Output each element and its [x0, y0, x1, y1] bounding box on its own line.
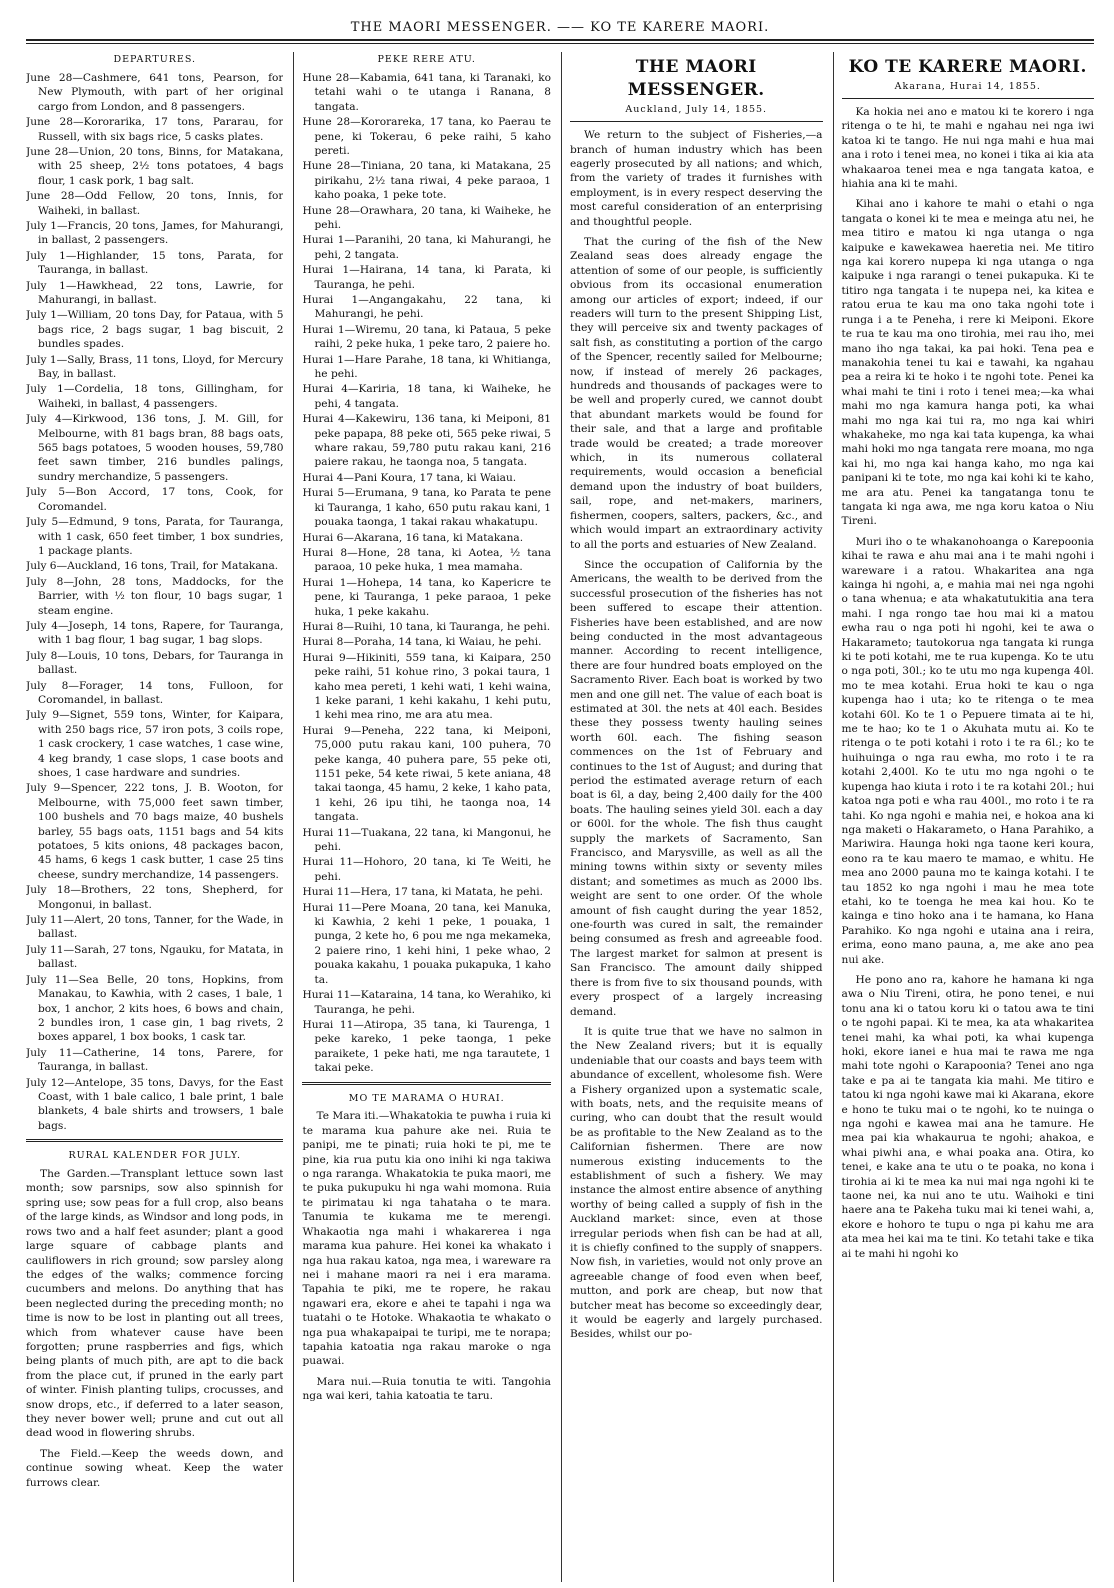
departure-entry: Hurai 1—Wiremu, 20 tana, ki Pataua, 5 peke raihi, 2 peke huka, 1 peke taro, 2 paiere ho.: [302, 323, 551, 351]
section-separator: [26, 1139, 283, 1142]
departure-entry: Hurai 11—Kataraina, 14 tana, ko Werahiko, ki Tauranga, he pehi.: [302, 989, 551, 1016]
columns: [26, 52, 1094, 1582]
departure-entry: Hurai 8—Hone, 28 tana, ki Aotea, ½ tana paraoa, 10 peke huka, 1 mea mamaha.: [302, 546, 551, 574]
title-rule: [570, 121, 823, 122]
departure-entry: Hurai 6—Akarana, 16 tana, ki Matakana.: [302, 531, 524, 544]
departure-entry: Hurai 4—Kakewiru, 136 tana, ki Meiponi, 81 peke papapa, 88 peke oti, 565 peke riwai, 5 whare rakau, 59,780 putu rakau kani, 216 paiere rakau, he taonga noa, 5 tangata.: [302, 413, 551, 469]
calendar-paragraph: Mara nui.—Ruia tonutia te witi. Tangohia nga wai keri, tahia katoatia te taru.: [302, 1375, 551, 1403]
departures-list: [26, 71, 283, 1133]
editorial-paragraph: Since the occupation of California by the Americans, the wealth to be derived from the successful prosecution of the fisheries has not been suffered to escape their attention. Fisheries have been established, and are now being conducted in the most advantageous manner. According to recent intelligence, there are four hundred boats employed on the Sacramento River. Each boat is worked by two men and one gill net. The value of each boat is estimated at 30l. the nets at 40l each. Besides these they possess twenty hauling seines worth 60l. each. The fishing season commences on the 1st of February and continues to the 1st of August; and during that period the estimated average return of each boat is 6l, a day, being 2,400 daily for the 400 boats. The hauling seines yield 30l. each a day or 600l. for the whole. The fish thus caught supply the markets of Sacramento, San Francisco, and Marysville, as well as all the mining towns within sixty or seventy miles distant; and sometimes as much as 2000 lbs. weight are sent to one order. Of the whole amount of fish caught during the year 1852, one-fourth was cured in salt, the remainder being consumed as fresh and agreeable food. The largest market for salmon at present is San Francisco. The amount daily shipped there is from five to six thousand pounds, with every prospect of a largely increasing demand.: [570, 558, 823, 1018]
column-departures-english: [26, 52, 283, 1582]
editorial-paragraph: It is quite true that we have no salmon in the New Zealand rivers; but it is equally undeniable that our coasts and bays teem with abundance of excellent, wholesome fish. Were a Fishery organized upon a systematic scale, with boats, nets, and the requisite means of curing, who can doubt that the result would be as profitable to the New Zealand as to the Californian fishermen. There are now numerous existing inducements to the establishment of such a fishery. We may instance the almost entire absence of anything worthy of being called a supply of fish in the Auckland market: since, even at those irregular periods when fish can be had at all, it is chiefly confined to the supply of snappers. Now fish, in varieties, would not only prove an agreeable change of food even when beef, mutton, and pork are cheap, but now that butcher meat has become so exceedingly dear, it would be eagerly and largely purchased. Besides, whilst our po-: [570, 1025, 823, 1341]
departure-entry: July 8—Louis, 10 tons, Debars, for Tauranga in ballast.: [26, 649, 284, 677]
departure-entry: Hurai 1—Hohepa, 14 tana, ko Kapericre te pene, ki Tauranga, 1 peke paraoa, 1 peke huka, 1 peke kakahu.: [302, 576, 551, 618]
calendar-text: [26, 1167, 283, 1490]
column-editorial-english: [561, 52, 823, 1582]
departure-entry: Hurai 1—Hare Parahe, 18 tana, ki Whitianga, he pehi.: [302, 353, 551, 381]
header-rule: [26, 39, 1094, 44]
departure-entry: Hune 28—Tiniana, 20 tana, ki Matakana, 25 pirikahu, 2½ tana riwai, 4 peke paraoa, 1 kaho poaka, 1 peke tote.: [302, 160, 551, 202]
departure-entry: Hune 28—Kabamia, 641 tana, ki Taranaki, ko tetahi wahi o te utanga i Ranana, 8 tangata.: [302, 71, 551, 113]
departure-entry: Hurai 9—Hikiniti, 559 tana, ki Kaipara, 250 peke raihi, 51 kohue rino, 3 pokai taura, 1 kaho mea pereti, 1 kehi wati, 1 kehi waina, 1 keke parani, 1 kehi kakahu, 1 kehi putu, 1 kehi mea rino, me ara atu mea.: [302, 651, 551, 722]
departures-heading: DEPARTURES.: [113, 54, 197, 65]
dateline-maori: Akarana, Hurai 14, 1855.: [894, 81, 1041, 93]
departures-list-maori: [302, 71, 551, 1076]
departure-entry: Hurai 4—Pani Koura, 17 tana, ki Waiau.: [302, 471, 517, 484]
departure-entry: July 1—Sally, Brass, 11 tons, Lloyd, for Mercury Bay, in ballast.: [26, 353, 284, 381]
column-editorial-maori: [833, 52, 1095, 1582]
departure-entry: Hurai 8—Poraha, 14 tana, ki Waiau, he pehi.: [302, 636, 542, 649]
departure-entry: Hurai 8—Ruihi, 10 tana, ki Tauranga, he pehi.: [302, 620, 551, 633]
departure-entry: Hurai 5—Erumana, 9 tana, ko Parata te pene ki Tauranga, 1 kaho, 650 putu rakau kani, 1 pouaka taonga, 1 takai rakau whakatupu.: [302, 487, 551, 529]
section-separator: [302, 1082, 551, 1085]
departure-entry: Hune 28—Orawhara, 20 tana, ki Waiheke, he pehi.: [302, 204, 551, 231]
paper-title-maori: KO TE KARERE MAORI.: [848, 57, 1087, 77]
column-departures-maori: [293, 52, 551, 1582]
calendar-paragraph: The Garden.—Transplant lettuce sown last month; sow parsnips, sow also spinnish for spring use; sow peas for a full crop, also beans of the large kinds, as Windsor and long pods, in rows two and a half feet asunder; plant a good large square of cabbage plants and cauliflowers in rich ground; sow parsley along the edges of the walks; commence forcing cucumbers and melons. Do anything that has been neglected during the preceding month; no time is now to be lost in planting out all trees, which from whatever cause have been forgotten; prune raspberries and figs, which being plants of much pith, are apt to die back from the place cut, if pruned in the early part of winter. Finish planting tulips, crocusses, and snow drops, etc., if deferred to a later season, they never bower well; prune and cut out all dead wood in flowering shrubs.: [26, 1168, 284, 1440]
departure-entry: July 1—Highlander, 15 tons, Parata, for Tauranga, in ballast.: [26, 249, 284, 277]
editorial-paragraph: Ka hokia nei ano e matou ki te korero i nga ritenga o te hi, te mahi e ngahau nei nga iwi katoa ki te tango. He nui nga mahi e hua mai ana i roto i tenei mea, no konei i tika ai kia ata whakaaroa tenei mea e nga tangata katoa, e hiahia ana ki te mahi.: [841, 106, 1094, 191]
dateline: Auckland, July 14, 1855.: [625, 104, 768, 116]
departure-entry: Hurai 9—Peneha, 222 tana, ki Meiponi, 75,000 putu rakau kani, 100 puhera, 70 peke kanga, 40 puhera pare, 55 peke oti, 1151 peke, 54 kete riwai, 5 kete aniana, 48 takai taonga, 45 hamu, 2 keke, 1 kaho pata, 1 kehi, 26 ipu tihi, he taonga noa, 14 tangata.: [302, 724, 551, 824]
departure-entry: Hurai 11—Hohoro, 20 tana, ki Te Weiti, he pehi.: [302, 856, 551, 883]
departure-entry: July 11—Catherine, 14 tons, Parere, for Tauranga, in ballast.: [26, 1046, 284, 1074]
departure-entry: Hurai 11—Tuakana, 22 tana, ki Mangonui, he pehi.: [302, 826, 551, 854]
departure-entry: July 11—Alert, 20 tons, Tanner, for the Wade, in ballast.: [26, 914, 284, 941]
departure-entry: July 4—Kirkwood, 136 tons, J. M. Gill, for Melbourne, with 81 bags bran, 88 bags oats, 565 bags potatoes, 5 wooden houses, 59,780 feet sawn timber, 216 bundles palings, sundry merchandize, 5 passengers.: [26, 413, 284, 483]
editorial-body-maori: [842, 105, 1095, 1261]
paper-title: THE MAORI MESSENGER.: [627, 57, 765, 101]
departure-entry: June 28—Union, 20 tons, Binns, for Matakana, with 25 sheep, 2½ tons potatoes, 4 bags flour, 1 cask pork, 1 bag salt.: [26, 145, 284, 187]
departure-entry: Hurai 1—Paranihi, 20 tana, ki Mahurangi, he pehi, 2 tangata.: [302, 234, 551, 261]
departure-entry: Hurai 11—Atiropa, 35 tana, ki Taurenga, 1 peke kareko, 1 peke taonga, 1 peke paraikete, 1 peke hati, me nga tarautete, 1 takai peke.: [302, 1018, 551, 1075]
title-rule: [842, 98, 1095, 99]
peke-rere-atu-heading: PEKE RERE ATU.: [377, 54, 476, 65]
calendar-heading: RURAL KALENDER FOR JULY.: [68, 1150, 241, 1162]
departure-entry: July 11—Sarah, 27 tons, Ngauku, for Matata, in ballast.: [26, 943, 284, 971]
departure-entry: July 5—Bon Accord, 17 tons, Cook, for Coromandel.: [26, 486, 284, 513]
calendar-paragraph: The Field.—Keep the weeds down, and continue sowing wheat. Keep the water furrows clear.: [26, 1447, 284, 1489]
calendar-heading-maori: MO TE MARAMA O HURAI.: [348, 1092, 505, 1104]
departure-entry: July 8—John, 28 tons, Maddocks, for the Barrier, with ½ ton flour, 10 bags sugar, 1 steam engine.: [26, 575, 284, 617]
departure-entry: July 1—Cordelia, 18 tons, Gillingham, for Waiheki, in ballast, 4 passengers.: [26, 383, 284, 410]
departure-entry: July 6—Auckland, 16 tons, Trail, for Matakana.: [26, 560, 279, 573]
editorial-body: [570, 128, 823, 1342]
departure-entry: Hurai 1—Angangakahu, 22 tana, ki Mahurangi, he pehi.: [302, 294, 551, 321]
departure-entry: July 9—Spencer, 222 tons, J. B. Wooton, for Melbourne, with 75,000 feet sawn timber, 100 bushels and 70 bags maize, 40 bushels barley, 55 bags oats, 1151 bags and 54 kits potatoes, 5 kits onions, 48 packages bacon, 45 hams, 6 kegs 1 cask butter, 1 case 25 tins cheese, sundry merchandize, 14 passengers.: [26, 782, 284, 881]
editorial-paragraph: We return to the subject of Fisheries,—a branch of human industry which has been eagerly prosecuted by all nations; and which, from the variety of trades it furnishes with employment, is in every respect deserving the most careful consideration of an enterprising and thoughtful people.: [570, 129, 823, 228]
departure-entry: July 1—Francis, 20 tons, James, for Mahurangi, in ballast, 2 passengers.: [26, 219, 284, 247]
departure-entry: Hune 28—Kororareka, 17 tana, ko Paerau te pene, ki Tokerau, 6 peke raihi, 5 kaho pereti.: [302, 116, 551, 157]
departure-entry: Hurai 4—Kariria, 18 tana, ki Waiheke, he pehi, 4 tangata.: [302, 383, 551, 410]
departure-entry: June 28—Odd Fellow, 20 tons, Innis, for Waiheki, in ballast.: [26, 190, 284, 217]
departure-entry: July 1—Hawkhead, 22 tons, Lawrie, for Mahurangi, in ballast.: [26, 279, 284, 306]
departure-entry: Hurai 11—Hera, 17 tana, ki Matata, he pehi.: [302, 886, 543, 899]
departure-entry: June 28—Cashmere, 641 tons, Pearson, for New Plymouth, with part of her original cargo from London, and 8 passengers.: [26, 71, 284, 113]
calendar-text-maori: [302, 1109, 551, 1403]
calendar-paragraph: Te Mara iti.—Whakatokia te puwha i ruia ki te marama kua pahure ake nei. Ruia te panipi, me te pinati; ruia hoki te pi, me te pine, kia rua putu kia ono inihi ki nga takiwa o nga raranga. Whakatokia te puka maori, me te puka pukupuku hi nga wahi momona. Ruia te pirimatau ki nga tahataha o te mara. Tanumia te kukama me te merengi. Whakaotia nga mahi i whakarerea i nga marama kua pahure. Hei konei ka whakato i nga hua rakau katoa, nga mea, i wareware ra nei i mahane maori ra nei i era marama. Tapahia te piki, me te ropere, he rakau ngawari era, ekore e ahei te tapahi i nga wa tuatahi o te Hotoke. Whakaotia te whakato o nga pua whakapaipai te turipi, me te norapa; tapahia katoatia nga rakau maroke o nga puawai.: [302, 1110, 551, 1368]
departure-entry: July 8—Forager, 14 tons, Fulloon, for Coromandel, in ballast.: [26, 679, 284, 706]
departure-entry: Hurai 1—Hairana, 14 tana, ki Parata, ki Tauranga, he pehi.: [302, 264, 551, 291]
departure-entry: July 5—Edmund, 9 tons, Parata, for Tauranga, with 1 cask, 650 feet timber, 1 box sundries, 1 package plants.: [26, 516, 284, 557]
editorial-paragraph: That the curing of the fish of the New Zealand seas does already engage the attention of some of our people, is sufficiently obvious from its occasional enumeration among our articles of export; indeed, if our readers will turn to the present Shipping List, they will perceive six and twenty packages of salt fish, as constituting a portion of the cargo of the Spencer, recently sailed for Melbourne; now, if instead of merely 26 packages, hundreds and thousands of packages were to be well and properly cured, we cannot doubt that abundant markets would be found for their sale, and that a large and profitable trade would be created; a trade moreover which, in its numerous collateral requirements, would occasion a beneficial demand upon the industry of boat builders, sail, rope, and net-makers, mariners, fishermen, coopers, salters, packers, &c., and which would impart an extraordinary activity to all the ports and estuaries of New Zealand.: [570, 235, 823, 551]
departure-entry: July 18—Brothers, 22 tons, Shepherd, for Mongonui, in ballast.: [26, 884, 284, 911]
editorial-paragraph: He pono ano ra, kahore he hamana ki nga awa o Niu Tireni, otira, he pono tenei, e nui tonu ana ki o tatou koru ki o tatou awa te tini o te ngohi papai. Ki te mea, ka ata whakaritea tenei mahi, ka whai poti, ka whai kupenga hoki, ekore ianei e hua mai te rawa me nga mahi tote ngohi o Karapoonia? Tenei ano nga take e pa ai te tangata kia mahi. Me titiro e tatou ki nga ngohi kawe mai ki Akarana, ekore e hono te tuku mai o te ngohi, ko te nuinga o nga ngohi e kawea mai ana he tamure. He mea pai kia whakaurua te ngohi; ahakoa, e whai piwhi ana, e whai poaka ana. Otira, ko tenei, e kake ana te utu o te poaka, no kona i tirohia ai ki te mea ka nui mai nga ngohi ki te taone nei, ka nui ano te utu. Waihoki e tini haere ana te Pakeha tuku mai ki tenei wahi, a, ekore e hohoro te tupu o nga pi kahu me ara ata mea hei kai ma te tini. Ko tetahi take e tika ai te mahi hi ngohi ko: [841, 973, 1094, 1260]
departure-entry: July 4—Joseph, 14 tons, Rapere, for Tauranga, with 1 bag flour, 1 bag sugar, 1 bag slops.: [26, 619, 284, 647]
running-header: THE MAORI MESSENGER. —— KO TE KARERE MAORI.: [350, 20, 770, 35]
departure-entry: July 12—Antelope, 35 tons, Davys, for the East Coast, with 1 bale calico, 1 bale print, 1 bale blankets, 4 bale shirts and trowsers, 1 bale bags.: [26, 1076, 284, 1132]
editorial-paragraph: Muri iho o te whakanohoanga o Karepoonia kihai te rawa e ahu mai ana i te mahi ngohi i wareware i a ratou. Whakaritea ana nga kainga hi ngohi, a, e mahia mai nei nga ngohi o tana whenua; e ata whakatutukitia ana tera mahi. I nga rongo tae hou mai ki a matou ewha rau o nga poti hi ngohi, kei te awa o Hakarameto; tautokorua nga tangata ki runga ki te poti kotahi, me te rua kupenga. Ko te utu o nga poti, 30l.; ko te utu mo nga kupenga 40l. mo te mea kotahi. Erua hoki te kau o nga kupenga hao i uta; ko te ritenga o te mea kotahi 60l. Ko te 1 o Pepuere timata ai te hi, me te hao; ko te 1 o Akuhata mutu ai. Ko te ritenga o te poti kotahi i roto i te ra 6l.; ko te huihuinga o nga rau ewha, mo roto i te ra kotahi 2,400l. Ko te utu mo nga ngohi o te kupenga hao kiuta i roto i te ra kotahi 20l.; hui katoa nga poti e wha rau 400l., mo roto i te ra tahi. Ko nga ngohi e mahia nei, e hokoa ana ki nga maketi o Hakarameto, o Hana Parahiko, a Mariwira. Haunga hoki nga taone keri koura, eono ra te kau maero te mamao, e whitu. He mea ano 2000 pauna mo te kainga kotahi. I te tau 1852 ko nga ngohi i mau he mea tote etahi, ko te toenga he mea kai hou. Ko te kainga e tino hoko ana i te hamana, ko Hana Parahiko. Ko nga ngohi e utaina ana i reira, erima, eono mano pauna, a, me ake ano pea nui ake.: [841, 535, 1094, 966]
departure-entry: June 28—Kororarika, 17 tons, Pararau, for Russell, with six bags rice, 5 casks plates.: [26, 116, 284, 143]
departure-entry: July 1—William, 20 tons Day, for Pataua, with 5 bags rice, 2 bags sugar, 1 bag biscuit, 2 bundles spades.: [26, 309, 284, 351]
departure-entry: Hurai 11—Pere Moana, 20 tana, kei Manuka, ki Kawhia, 2 kehi 1 peke, 1 pouaka, 1 punga, 2 kete ho, 6 pou me nga mekameka, 2 paiere rino, 1 kehi hini, 1 peke whao, 2 pouaka kakahu, 1 pouaka pukapuka, 1 kaho ta.: [302, 901, 551, 986]
departure-entry: July 11—Sea Belle, 20 tons, Hopkins, from Manakau, to Kawhia, with 2 cases, 1 bale, 1 box, 1 anchor, 2 kits hoes, 6 bows and chain, 2 bundles iron, 1 case gin, 1 bag rivets, 2 boxes apparel, 1 box books, 1 cask tar.: [26, 973, 284, 1044]
departure-entry: July 9—Signet, 559 tons, Winter, for Kaipara, with 250 bags rice, 57 iron pots, 3 coils rope, 1 cask crockery, 1 case watches, 1 case wine, 4 keg brandy, 1 case slops, 1 case boots and shoes, 1 case hardware and sundries.: [26, 709, 284, 779]
editorial-paragraph: Kihai ano i kahore te mahi o etahi o nga tangata o konei ki te mea e meinga atu nei, he mea titiro e matou ki nga utanga o nga kaipuke e kawekawea haeretia nei. Me titiro nga kai korero nupepa ki nga utanga o nga kaipuke i nga rarangi o tenei pukapuka. Ki te titiro nga tangata i te nupepa nei, ka kitea e ratou erua te kau ma ono taka ngohi tote i runga i a te Peneha, i rere ki Meiponi. Ekore te rua te kau ma ono tirohia, mei rau iho, mei mano iho nga takai, ka pai hoki. Tena pea e manakohia tenei tu kai e tawahi, ka ngahau pea a reira ki te hoko i te ngohi tote. Penei ka whai mahi te tini i roto i tenei mea;—ka whai mahi mo nga kamura hanga poti, ka whai mahi mo nga kai tui ra, mo nga kai whiri whakaheke, mo nga kai tata kupenga, ka whai mahi hoki mo nga tangata rere moana, mo nga kai hi, mo nga kai hanga kaho, mo nga kai panipani ki te tote, mo nga kai kohi ki te kaho, me ara atu. Penei ka tangatanga tonu te tangata ki nga awa, me nga koru katoa o Niu Tireni.: [841, 198, 1094, 528]
